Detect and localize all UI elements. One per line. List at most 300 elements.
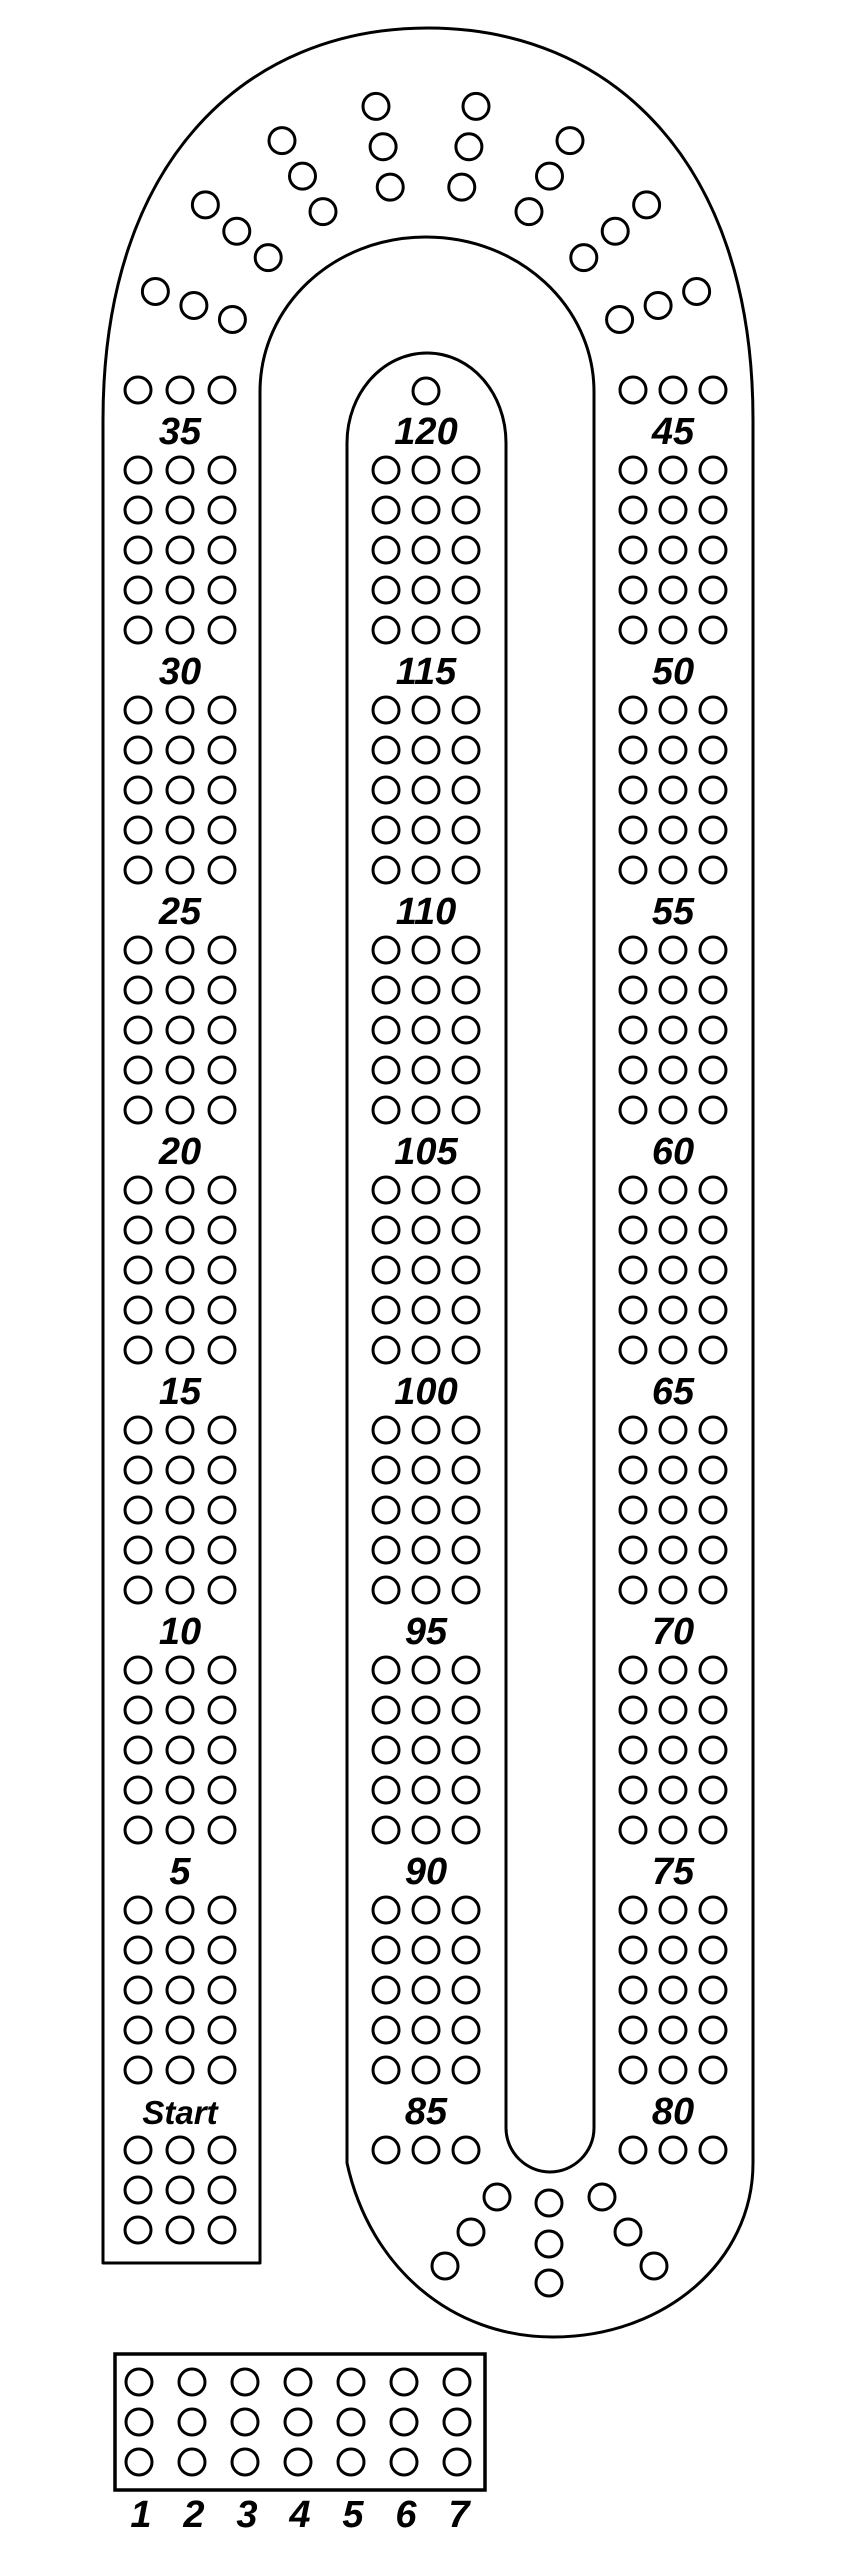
peg-hole: [167, 1457, 193, 1483]
peg-hole: [660, 617, 686, 643]
peg-hole: [453, 2057, 479, 2083]
counter-hole: [391, 2409, 417, 2435]
peg-hole: [373, 1017, 399, 1043]
peg-hole: [700, 2017, 726, 2043]
peg-hole: [700, 777, 726, 803]
peg-hole: [373, 617, 399, 643]
peg-hole: [684, 278, 710, 304]
peg-hole: [660, 1497, 686, 1523]
peg-hole: [413, 1897, 439, 1923]
counter-hole: [338, 2409, 364, 2435]
peg-hole: [125, 617, 151, 643]
track-label-85: 85: [404, 2091, 448, 2133]
peg-hole: [453, 857, 479, 883]
peg-hole: [167, 1177, 193, 1203]
track-label-20: 20: [158, 1131, 202, 1173]
peg-hole: [209, 497, 235, 523]
peg-hole: [373, 1177, 399, 1203]
peg-hole: [413, 2137, 439, 2163]
peg-hole: [125, 2017, 151, 2043]
peg-hole: [209, 1297, 235, 1323]
peg-hole: [413, 1657, 439, 1683]
peg-hole: [620, 457, 646, 483]
peg-hole: [660, 1457, 686, 1483]
peg-hole: [373, 1217, 399, 1243]
peg-hole: [453, 1777, 479, 1803]
peg-hole: [453, 1177, 479, 1203]
peg-hole: [660, 1337, 686, 1363]
peg-hole: [620, 1697, 646, 1723]
peg-hole: [700, 2057, 726, 2083]
peg-hole: [373, 1497, 399, 1523]
peg-hole: [700, 1257, 726, 1283]
peg-hole: [209, 1497, 235, 1523]
peg-hole: [660, 817, 686, 843]
peg-hole: [125, 817, 151, 843]
peg-hole: [209, 1017, 235, 1043]
peg-hole: [620, 777, 646, 803]
peg-hole: [620, 2017, 646, 2043]
peg-hole: [167, 977, 193, 1003]
peg-hole: [125, 1777, 151, 1803]
peg-hole: [700, 1057, 726, 1083]
peg-hole: [167, 577, 193, 603]
peg-hole: [660, 737, 686, 763]
peg-hole: [700, 537, 726, 563]
counter-hole: [391, 2449, 417, 2475]
peg-hole: [700, 937, 726, 963]
track-label-115: 115: [395, 651, 457, 693]
game-counter-grid: [115, 2354, 485, 2536]
peg-hole: [413, 1577, 439, 1603]
peg-hole: [219, 307, 245, 333]
peg-hole: [413, 537, 439, 563]
peg-hole: [209, 1817, 235, 1843]
track-label-90: 90: [404, 1851, 448, 1893]
peg-hole: [536, 2190, 562, 2216]
counter-hole: [179, 2369, 205, 2395]
peg-hole: [620, 1977, 646, 2003]
peg-hole: [620, 1177, 646, 1203]
counter-label-3: 3: [236, 2494, 258, 2536]
peg-hole: [660, 1097, 686, 1123]
peg-hole: [620, 1457, 646, 1483]
peg-hole: [700, 1977, 726, 2003]
peg-hole: [167, 1697, 193, 1723]
counter-hole: [285, 2369, 311, 2395]
peg-hole: [453, 1737, 479, 1763]
peg-hole: [167, 1657, 193, 1683]
peg-hole: [125, 1017, 151, 1043]
peg-hole: [373, 737, 399, 763]
track-label-70: 70: [651, 1611, 695, 1653]
peg-hole: [413, 1017, 439, 1043]
peg-hole: [700, 1177, 726, 1203]
peg-hole: [269, 128, 295, 154]
peg-hole: [167, 1417, 193, 1443]
track-label-75: 75: [651, 1851, 695, 1893]
peg-hole: [167, 497, 193, 523]
peg-hole: [660, 2137, 686, 2163]
peg-hole: [700, 2137, 726, 2163]
peg-hole: [660, 1657, 686, 1683]
peg-hole: [373, 777, 399, 803]
peg-hole: [660, 1257, 686, 1283]
peg-hole: [700, 497, 726, 523]
peg-hole: [620, 1217, 646, 1243]
peg-hole: [209, 1417, 235, 1443]
peg-hole: [700, 1537, 726, 1563]
peg-hole: [660, 1817, 686, 1843]
peg-hole: [167, 857, 193, 883]
peg-hole: [377, 174, 403, 200]
track-label-30: 30: [158, 651, 202, 693]
peg-hole: [125, 1217, 151, 1243]
peg-hole: [167, 1257, 193, 1283]
peg-hole: [602, 218, 628, 244]
peg-hole: [413, 617, 439, 643]
peg-hole: [660, 697, 686, 723]
peg-hole: [413, 1097, 439, 1123]
peg-hole: [413, 1417, 439, 1443]
peg-hole: [660, 1017, 686, 1043]
track-label-95: 95: [404, 1611, 448, 1653]
peg-hole: [209, 2177, 235, 2203]
counter-label-6: 6: [395, 2494, 417, 2536]
peg-hole: [125, 1937, 151, 1963]
peg-hole: [167, 1217, 193, 1243]
counter-hole: [232, 2449, 258, 2475]
peg-hole: [125, 1897, 151, 1923]
peg-hole: [620, 1537, 646, 1563]
peg-hole: [453, 497, 479, 523]
peg-hole: [167, 817, 193, 843]
peg-hole: [125, 2137, 151, 2163]
peg-hole: [373, 1457, 399, 1483]
track-label-105: 105: [394, 1131, 458, 1173]
peg-hole: [413, 2057, 439, 2083]
peg-hole: [413, 577, 439, 603]
peg-hole: [125, 2057, 151, 2083]
peg-hole: [167, 2217, 193, 2243]
peg-hole: [700, 1897, 726, 1923]
peg-hole: [700, 977, 726, 1003]
peg-hole: [453, 1097, 479, 1123]
peg-hole: [209, 1257, 235, 1283]
peg-hole: [453, 1937, 479, 1963]
peg-hole: [373, 977, 399, 1003]
peg-hole: [620, 1257, 646, 1283]
peg-hole: [373, 457, 399, 483]
peg-hole: [167, 777, 193, 803]
track-label-15: 15: [158, 1371, 202, 1413]
peg-hole: [413, 1337, 439, 1363]
peg-hole: [456, 134, 482, 160]
peg-hole: [620, 1097, 646, 1123]
track-label-60: 60: [651, 1131, 695, 1173]
counter-hole: [285, 2449, 311, 2475]
peg-hole: [620, 857, 646, 883]
peg-hole: [125, 1737, 151, 1763]
peg-hole: [209, 1457, 235, 1483]
peg-hole: [373, 1577, 399, 1603]
peg-hole: [373, 1297, 399, 1323]
peg-hole: [413, 1777, 439, 1803]
peg-hole: [660, 537, 686, 563]
peg-hole: [167, 1737, 193, 1763]
peg-hole: [660, 1577, 686, 1603]
peg-hole: [620, 537, 646, 563]
peg-hole: [557, 128, 583, 154]
track-label-50: 50: [651, 651, 695, 693]
peg-hole: [660, 977, 686, 1003]
peg-hole: [620, 1737, 646, 1763]
track-label-25: 25: [158, 891, 202, 933]
peg-hole: [125, 1977, 151, 2003]
peg-hole: [453, 537, 479, 563]
peg-hole: [370, 134, 396, 160]
peg-hole: [432, 2253, 458, 2279]
peg-hole: [536, 2270, 562, 2296]
counter-hole: [126, 2369, 152, 2395]
peg-hole: [413, 737, 439, 763]
counter-hole: [179, 2409, 205, 2435]
peg-hole: [413, 1257, 439, 1283]
peg-hole: [209, 577, 235, 603]
peg-hole: [413, 1937, 439, 1963]
peg-hole: [453, 1297, 479, 1323]
peg-hole: [125, 2177, 151, 2203]
peg-hole: [167, 1057, 193, 1083]
peg-hole: [700, 857, 726, 883]
peg-hole: [453, 1897, 479, 1923]
peg-hole: [700, 457, 726, 483]
peg-hole: [167, 1777, 193, 1803]
peg-hole: [453, 1457, 479, 1483]
peg-hole: [700, 1297, 726, 1323]
peg-hole: [620, 817, 646, 843]
peg-hole: [700, 1017, 726, 1043]
peg-hole: [660, 1417, 686, 1443]
peg-hole: [373, 1537, 399, 1563]
peg-hole: [373, 1817, 399, 1843]
peg-hole: [373, 1777, 399, 1803]
peg-hole: [700, 1817, 726, 1843]
peg-hole: [373, 1697, 399, 1723]
peg-hole: [660, 1697, 686, 1723]
peg-hole: [167, 1017, 193, 1043]
peg-hole: [700, 817, 726, 843]
peg-hole: [413, 977, 439, 1003]
peg-hole: [413, 457, 439, 483]
peg-hole: [209, 537, 235, 563]
peg-hole: [453, 1817, 479, 1843]
peg-hole: [373, 1737, 399, 1763]
track-label-120: 120: [394, 411, 458, 453]
track-label-55: 55: [651, 891, 695, 933]
counter-hole: [444, 2369, 470, 2395]
peg-hole: [413, 1817, 439, 1843]
counter-label-1: 1: [130, 2494, 152, 2536]
peg-hole: [363, 93, 389, 119]
peg-hole: [209, 457, 235, 483]
peg-hole: [373, 2137, 399, 2163]
peg-hole: [167, 1297, 193, 1323]
peg-hole: [413, 1977, 439, 2003]
peg-hole: [620, 1577, 646, 1603]
peg-hole: [660, 1057, 686, 1083]
peg-hole: [449, 174, 475, 200]
peg-hole: [224, 218, 250, 244]
peg-hole: [700, 1457, 726, 1483]
peg-hole: [413, 857, 439, 883]
peg-hole: [620, 377, 646, 403]
track-label-80: 80: [651, 2091, 695, 2133]
peg-hole: [453, 1977, 479, 2003]
peg-hole: [620, 577, 646, 603]
peg-hole: [700, 377, 726, 403]
peg-hole: [373, 1897, 399, 1923]
peg-hole: [413, 697, 439, 723]
peg-hole: [373, 937, 399, 963]
counter-hole: [232, 2369, 258, 2395]
peg-hole: [413, 1457, 439, 1483]
peg-hole: [373, 1977, 399, 2003]
peg-hole: [453, 1657, 479, 1683]
peg-hole: [209, 937, 235, 963]
peg-hole: [125, 1297, 151, 1323]
track-label-35: 35: [158, 411, 202, 453]
peg-hole: [413, 2017, 439, 2043]
counter-hole: [338, 2449, 364, 2475]
peg-hole: [620, 1057, 646, 1083]
peg-hole: [167, 1817, 193, 1843]
peg-hole: [373, 1057, 399, 1083]
peg-hole: [209, 2057, 235, 2083]
peg-hole: [125, 1697, 151, 1723]
peg-hole: [209, 1177, 235, 1203]
peg-hole: [125, 1057, 151, 1083]
peg-hole: [660, 857, 686, 883]
peg-hole: [167, 1577, 193, 1603]
peg-hole: [125, 977, 151, 1003]
peg-hole: [571, 245, 597, 271]
peg-hole: [209, 1777, 235, 1803]
peg-hole: [209, 1657, 235, 1683]
peg-hole: [209, 377, 235, 403]
peg-hole: [209, 1737, 235, 1763]
peg-hole: [125, 1337, 151, 1363]
peg-hole: [413, 378, 439, 404]
peg-hole: [373, 1257, 399, 1283]
peg-hole: [660, 1177, 686, 1203]
peg-hole: [209, 1897, 235, 1923]
peg-hole: [453, 457, 479, 483]
peg-hole: [125, 1417, 151, 1443]
counter-hole: [444, 2409, 470, 2435]
peg-hole: [192, 192, 218, 218]
peg-hole: [660, 1897, 686, 1923]
peg-hole: [453, 1017, 479, 1043]
peg-hole: [209, 1977, 235, 2003]
peg-hole: [167, 2057, 193, 2083]
peg-hole: [660, 1777, 686, 1803]
peg-hole: [290, 163, 316, 189]
peg-hole: [660, 777, 686, 803]
peg-hole: [660, 1297, 686, 1323]
counter-label-4: 4: [289, 2494, 311, 2536]
track-label-5: 5: [169, 1851, 191, 1893]
peg-hole: [660, 1217, 686, 1243]
peg-hole: [458, 2219, 484, 2245]
peg-hole: [125, 1497, 151, 1523]
peg-hole: [463, 93, 489, 119]
peg-hole: [700, 1097, 726, 1123]
peg-hole: [700, 1657, 726, 1683]
peg-hole: [453, 2137, 479, 2163]
counter-hole: [285, 2409, 311, 2435]
peg-hole: [660, 2017, 686, 2043]
peg-hole: [620, 1897, 646, 1923]
peg-hole: [700, 737, 726, 763]
peg-hole: [620, 2137, 646, 2163]
peg-hole: [142, 278, 168, 304]
peg-hole: [413, 1737, 439, 1763]
peg-hole: [413, 1497, 439, 1523]
counter-label-2: 2: [183, 2494, 205, 2536]
peg-hole: [413, 1177, 439, 1203]
peg-hole: [660, 2057, 686, 2083]
peg-hole: [453, 1537, 479, 1563]
peg-hole: [620, 1937, 646, 1963]
peg-hole: [607, 307, 633, 333]
peg-hole: [209, 617, 235, 643]
peg-hole: [125, 537, 151, 563]
peg-hole: [373, 2017, 399, 2043]
peg-hole: [453, 977, 479, 1003]
peg-hole: [620, 1817, 646, 1843]
peg-hole: [167, 737, 193, 763]
peg-hole: [209, 1217, 235, 1243]
peg-hole: [209, 1577, 235, 1603]
peg-hole: [209, 1097, 235, 1123]
peg-hole: [660, 1937, 686, 1963]
peg-hole: [700, 1737, 726, 1763]
counter-hole: [126, 2409, 152, 2435]
peg-hole: [453, 2017, 479, 2043]
peg-hole: [167, 457, 193, 483]
peg-hole: [255, 245, 281, 271]
peg-hole: [453, 697, 479, 723]
peg-hole: [620, 1337, 646, 1363]
peg-hole: [620, 697, 646, 723]
peg-hole: [453, 1497, 479, 1523]
peg-hole: [125, 577, 151, 603]
peg-hole: [125, 1577, 151, 1603]
peg-hole: [167, 1977, 193, 2003]
track-label-45: 45: [651, 411, 695, 453]
peg-hole: [373, 497, 399, 523]
peg-hole: [125, 1177, 151, 1203]
peg-hole: [125, 377, 151, 403]
peg-hole: [660, 1737, 686, 1763]
peg-hole: [373, 857, 399, 883]
peg-hole: [125, 1257, 151, 1283]
peg-hole: [453, 1217, 479, 1243]
peg-hole: [516, 199, 542, 225]
peg-hole: [620, 737, 646, 763]
peg-hole: [620, 937, 646, 963]
